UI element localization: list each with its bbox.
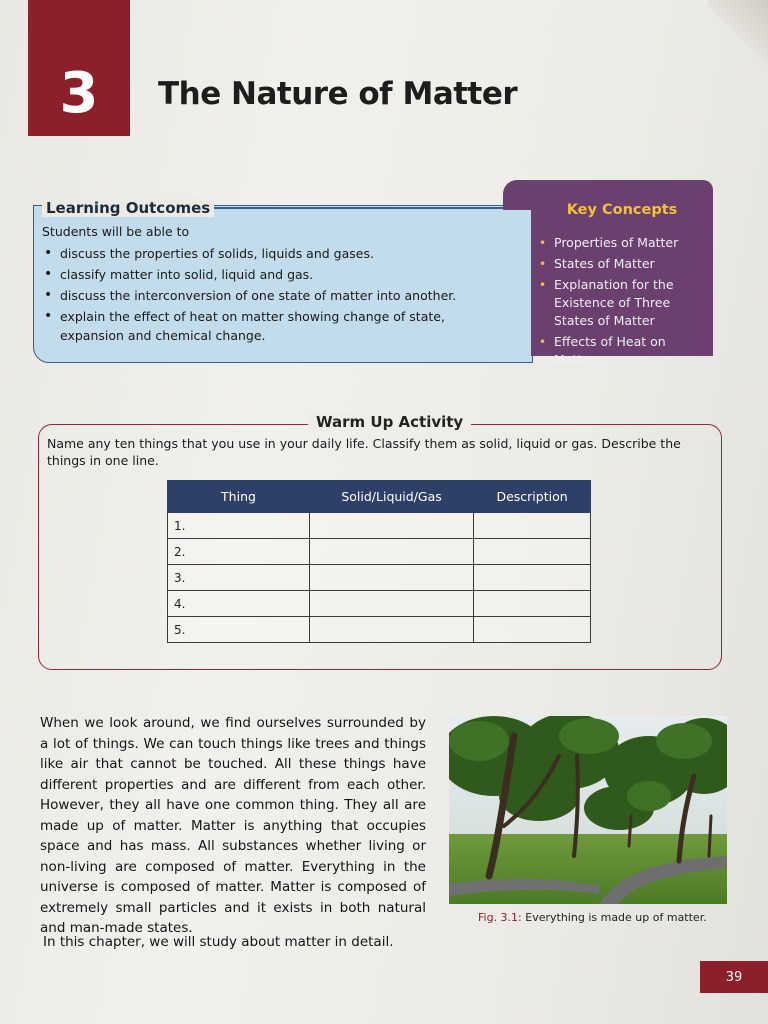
table-cell xyxy=(474,513,591,539)
key-concepts-list xyxy=(538,234,710,372)
table-header-state: Solid/Liquid/Gas xyxy=(310,481,474,513)
table-cell xyxy=(310,539,474,565)
learning-outcome-item: • discuss the properties of solids, liquids and gases. xyxy=(42,244,512,263)
table-cell xyxy=(474,565,591,591)
key-concepts-title: Key Concepts xyxy=(566,202,678,218)
chapter-number: 3 xyxy=(28,0,130,136)
table-row xyxy=(168,539,591,565)
figure-caption xyxy=(478,911,707,924)
park-trees-photo xyxy=(449,716,727,904)
table-cell xyxy=(474,617,591,643)
figure-label: Fig. 3.1: xyxy=(478,911,522,924)
learning-outcome-item: • discuss the interconversion of one state of matter into another. xyxy=(42,286,512,305)
page-number: 39 xyxy=(700,961,768,993)
learning-outcome-item: • classify matter into solid, liquid and gas. xyxy=(42,265,512,284)
learning-outcomes-intro: Students will be able to xyxy=(42,224,190,239)
learning-outcomes-list xyxy=(42,244,512,347)
key-concept-item: • States of Matter xyxy=(538,255,710,273)
table-row xyxy=(168,513,591,539)
warm-up-instruction: Name any ten things that you use in your daily life. Classify them as solid, liquid or gas. Describe the things in one line. xyxy=(47,436,681,468)
chapter-title: The Nature of Matter xyxy=(158,76,518,112)
table-cell xyxy=(474,591,591,617)
key-concept-item: • Properties of Matter xyxy=(538,234,710,252)
park-illustration xyxy=(449,716,727,904)
table-cell xyxy=(310,513,474,539)
learning-outcomes-title: Learning Outcomes xyxy=(42,199,214,217)
page-corner-fold xyxy=(708,0,768,70)
learning-outcomes-rule xyxy=(200,207,505,209)
warm-up-table xyxy=(167,480,591,643)
intro-paragraph: When we look around, we find ourselves surrounded by a lot of things. We can touch things like trees and things like air that cannot be touched. All these things have different properties and are different from each other. However, they all have one common thing. They all are made up of matter. Matter is anything that occupies space and has mass. All substances whether living or non-living are composed of matter. Everything in the universe is composed of matter. Matter is composed of extremely small particles and it exists in both natural and man-made states. xyxy=(40,715,426,936)
row-number: 3. xyxy=(168,565,310,591)
table-row xyxy=(168,565,591,591)
table-header-thing: Thing xyxy=(168,481,310,513)
table-cell xyxy=(310,617,474,643)
row-number: 2. xyxy=(168,539,310,565)
table-header-description: Description xyxy=(474,481,591,513)
row-number: 4. xyxy=(168,591,310,617)
table-cell xyxy=(310,565,474,591)
row-number: 5. xyxy=(168,617,310,643)
figure-caption-text: Everything is made up of matter. xyxy=(525,911,707,924)
table-cell xyxy=(310,591,474,617)
learning-outcome-item: • explain the effect of heat on matter showing change of state, expansion and chemical change. xyxy=(42,307,512,345)
warm-up-title: Warm Up Activity xyxy=(308,413,471,431)
key-concept-item: • Explanation for the Existence of Three States of Matter xyxy=(538,276,710,330)
chapter-summary-line: In this chapter, we will study about matter in detail. xyxy=(43,934,394,950)
table-cell xyxy=(474,539,591,565)
row-number: 1. xyxy=(168,513,310,539)
key-concept-item: • Effects of Heat on Matter xyxy=(538,333,710,369)
table-row xyxy=(168,591,591,617)
table-row xyxy=(168,617,591,643)
